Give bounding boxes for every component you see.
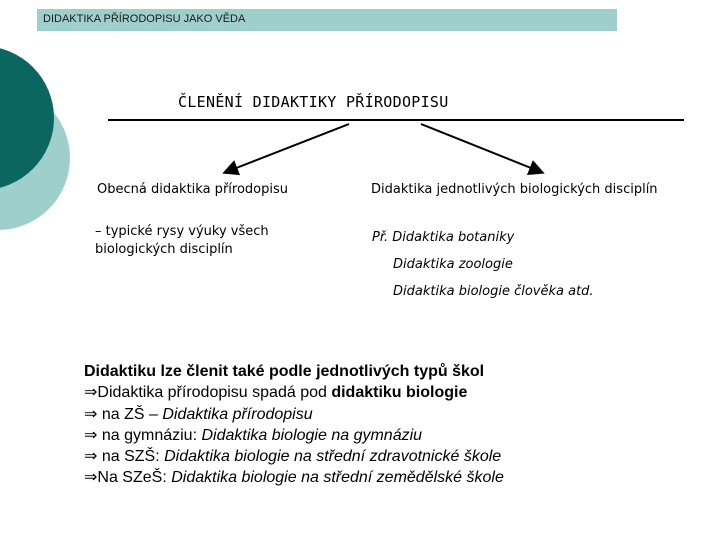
notes-line-text: ⇒ na ZŠ – [84, 405, 163, 423]
notes-line-text: ⇒ na SZŠ: [84, 448, 165, 466]
example-item: Př. Didaktika botaniky [372, 230, 515, 245]
notes-line-emphasis: Didaktika biologie na střední zemědělské škole [171, 469, 504, 487]
notes-line [84, 404, 504, 425]
notes-line-text: ⇒Didaktika přírodopisu spadá pod [84, 384, 332, 402]
example-item: Didaktika biologie člověka atd. [393, 284, 594, 299]
general-didactics-label: Obecná didaktika přírodopisu [97, 182, 288, 197]
header-title: DIDAKTIKA PŘÍRODOPISU JAKO VĚDA [43, 13, 246, 25]
specific-didactics-label: Didaktika jednotlivých biologických disciplín [371, 182, 658, 197]
notes-line [84, 467, 504, 488]
arrow-right [421, 124, 541, 172]
notes-line [84, 425, 504, 446]
notes-line-emphasis: Didaktika přírodopisu [162, 405, 313, 423]
notes-line-emphasis: didaktiku biologie [331, 384, 468, 402]
notes-line-emphasis: Didaktika biologie na střední zdravotnické škole [164, 448, 502, 466]
notes-line [84, 446, 504, 467]
notes-line [84, 382, 504, 403]
general-didactics-description: – typické rysy výuky všech biologických disciplín [95, 224, 269, 257]
notes-line-emphasis: Didaktika biologie na gymnáziu [201, 426, 423, 444]
notes-line-text: ⇒ na gymnáziu: [84, 426, 202, 444]
notes-heading: Didaktiku lze členit také podle jednotlivých typů škol [84, 363, 485, 380]
notes-line-text: ⇒Na SZeŠ: [84, 469, 172, 487]
arrow-left [226, 124, 349, 172]
school-types-notes [84, 361, 504, 489]
diagram-title: ČLENĚNÍ DIDAKTIKY PŘÍRODOPISU [178, 93, 449, 111]
example-item: Didaktika zoologie [393, 257, 513, 272]
